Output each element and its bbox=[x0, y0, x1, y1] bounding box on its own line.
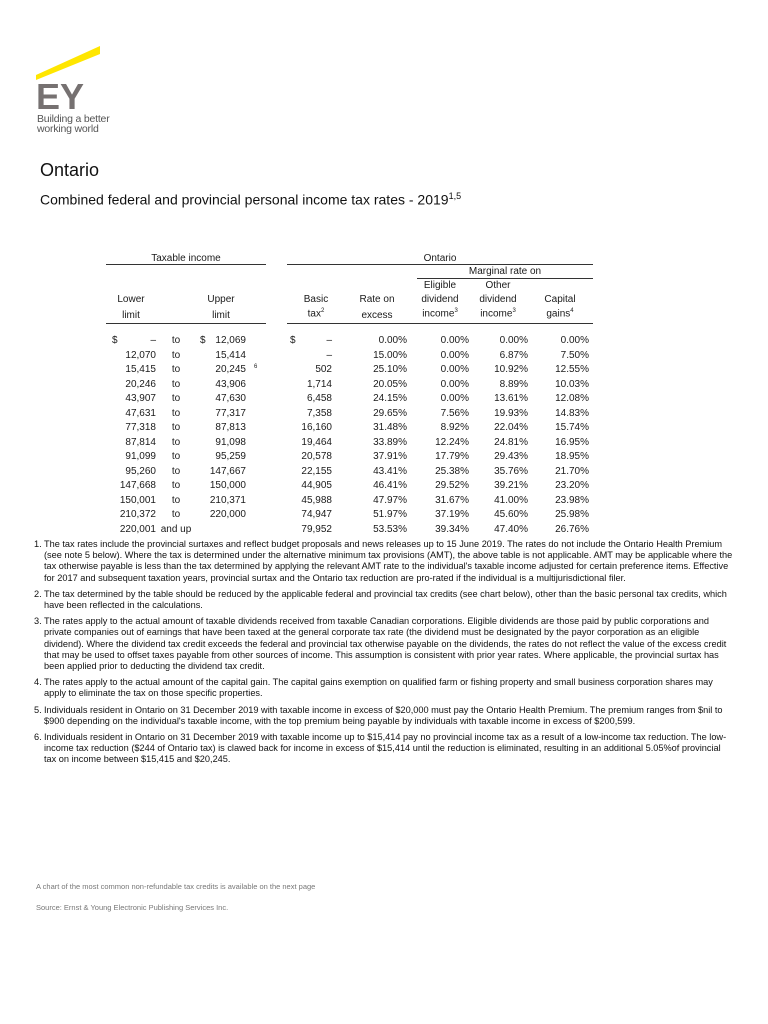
cell-lower-limit: 87,814 bbox=[125, 436, 156, 448]
footnote-number: 4. bbox=[34, 677, 42, 688]
cell-lower-limit: 77,318 bbox=[125, 422, 156, 433]
note-marker-6: 6 bbox=[254, 364, 258, 370]
cell-to: to bbox=[171, 494, 181, 506]
cell-other-dividend: 45.60% bbox=[494, 509, 528, 520]
cell-basic-tax: 74,947 bbox=[301, 509, 332, 520]
cell-basic-tax: – bbox=[326, 349, 332, 361]
cell-eligible-dividend: 39.34% bbox=[435, 523, 469, 535]
col-cap-h2-text: gains bbox=[546, 308, 571, 320]
cell-eligible-dividend: 25.38% bbox=[435, 465, 469, 477]
footnote-number: 1. bbox=[34, 539, 42, 549]
cell-other-dividend: 29.43% bbox=[494, 451, 528, 462]
footnote-number: 2. bbox=[34, 588, 42, 599]
cell-eligible-dividend: 0.00% bbox=[440, 378, 469, 390]
cell-eligible-dividend: 7.56% bbox=[440, 407, 469, 419]
footer-source: Source: Ernst & Young Electronic Publishing Services Inc. bbox=[36, 903, 229, 912]
cell-upper-limit: 15,414 bbox=[215, 349, 246, 361]
page-title: Ontario bbox=[40, 160, 100, 180]
cell-rate-on-excess: 29.65% bbox=[373, 407, 407, 419]
col-elig-h3-text: income bbox=[422, 308, 455, 320]
rule-header-right bbox=[287, 323, 593, 324]
cell-lower-limit: 12,070 bbox=[125, 349, 156, 361]
cell-capital-gains: 23.98% bbox=[555, 494, 589, 506]
col-upper-h1: Upper bbox=[207, 294, 235, 305]
col-upper-h2: limit bbox=[212, 310, 230, 321]
cell-eligible-dividend: 0.00% bbox=[440, 349, 469, 361]
cell-rate-on-excess: 15.00% bbox=[373, 349, 407, 361]
cell-capital-gains: 10.03% bbox=[555, 378, 589, 390]
cell-lower-limit: 210,372 bbox=[119, 509, 156, 520]
cell-basic-tax: 6,458 bbox=[306, 393, 332, 404]
cell-other-dividend: 10.92% bbox=[494, 364, 528, 375]
cell-capital-gains: 26.76% bbox=[555, 523, 589, 535]
footnote-text: The rates apply to the actual amount of taxable dividends received from taxable Canadian corporations. Eligible dividends are those paid by public corporations and private companies out of earnings that have been taxed at the general corporate tax rate (the dividend must be designated by the payor corporation as an eligible dividend). Where the dividend tax credit exceeds the federal and provincial tax otherwise payable on the dividends, the rates do not reflect the value of the excess credit that may be used to offset taxes payable from other sources of income. This assumption is consistent with prior year rates. Where applicable, the provincial surtax has been applied prior to deducting the dividend tax credit. bbox=[44, 616, 727, 672]
footnote-text: Individuals resident in Ontario on 31 December 2019 with taxable income up to $15,414 pay no provincial income tax as a result of a low-income tax reduction. The low-income tax reduction ($244 of Ontario tax) is clawed back for income in excess of $15,414 until the reduction is eliminated, resulting in an additional 5.05%of provincial tax on income between $15,415 and $20,245. bbox=[44, 732, 727, 765]
cell-lower-limit: 15,415 bbox=[125, 364, 156, 375]
cell-basic-tax: 44,905 bbox=[301, 480, 332, 491]
col-cap-h1: Capital bbox=[544, 294, 576, 305]
cell-rate-on-excess: 51.97% bbox=[373, 509, 407, 520]
cell-eligible-dividend: 31.67% bbox=[435, 494, 469, 506]
footnote-text: The tax rates include the provincial surtaxes and reflect budget proposals and news releases up to 15 June 2019. The rates do not include the Ontario Health Premium (see note 5 below). Where the tax is determined under the alternative minimum tax provisions (AMT), the above table is not applicable. AMT may be applicable where the tax otherwise payable is less than the tax determined by applying the relevant AMT rate to the individual's taxable income adjusted for certain preference items. Effective for 2017 and subsequent taxation years, provincial surtax and the Ontario tax reduction are pro-rated if the individual is a multijurisdictional filer. bbox=[44, 539, 733, 583]
cell-eligible-dividend: 0.00% bbox=[440, 393, 469, 404]
cell-other-dividend: 0.00% bbox=[499, 335, 528, 346]
footnote-item bbox=[34, 677, 734, 699]
cell-lower-limit: 150,001 bbox=[119, 494, 156, 506]
cell-lower-limit: 95,260 bbox=[125, 465, 156, 477]
cell-upper-limit: 12,069 bbox=[215, 335, 246, 346]
footnotes bbox=[34, 539, 734, 771]
cell-capital-gains: 12.55% bbox=[555, 364, 589, 375]
cell-rate-on-excess: 46.41% bbox=[373, 480, 407, 491]
col-cap-h2 bbox=[535, 308, 585, 319]
cell-capital-gains: 18.95% bbox=[555, 451, 589, 462]
cell-upper-limit: 77,317 bbox=[215, 407, 246, 419]
currency-lower: $ bbox=[112, 335, 118, 346]
cell-eligible-dividend: 12.24% bbox=[435, 436, 469, 448]
col-basic-h2-text: tax bbox=[307, 308, 321, 320]
cell-other-dividend: 35.76% bbox=[494, 465, 528, 477]
cell-lower-limit: 47,631 bbox=[125, 407, 156, 419]
cell-rate-on-excess: 33.89% bbox=[373, 436, 407, 448]
header-ontario: Ontario bbox=[423, 253, 457, 264]
cell-capital-gains: 7.50% bbox=[560, 349, 589, 361]
cell-to: to bbox=[171, 349, 181, 361]
col-other-h1: Other bbox=[485, 280, 511, 291]
cell-capital-gains: 25.98% bbox=[555, 509, 589, 520]
col-basic-h1: Basic bbox=[303, 294, 329, 305]
cell-lower-limit: – bbox=[150, 335, 156, 346]
cell-rate-on-excess: 0.00% bbox=[378, 335, 407, 346]
col-basic-sup: 2 bbox=[321, 308, 325, 314]
col-elig-h1: Eligible bbox=[423, 280, 457, 291]
footnote-item bbox=[34, 539, 734, 584]
footnote-item bbox=[34, 705, 734, 727]
col-basic-h2 bbox=[296, 308, 336, 319]
footnote-number: 6. bbox=[34, 732, 42, 743]
footnote-item bbox=[34, 732, 734, 766]
cell-capital-gains: 12.08% bbox=[555, 393, 589, 404]
cell-basic-tax: 502 bbox=[315, 364, 332, 375]
col-other-h3-text: income bbox=[480, 308, 513, 320]
cell-rate-on-excess: 43.41% bbox=[373, 465, 407, 477]
footnote-text: The tax determined by the table should be reduced by the applicable federal and provincial tax credits (see chart below), other than the basic personal tax credits, which have been reflected in the calculations. bbox=[44, 588, 727, 611]
rule-ontario bbox=[287, 264, 593, 265]
cell-other-dividend: 47.40% bbox=[494, 523, 528, 535]
cell-basic-tax: 79,952 bbox=[301, 523, 332, 535]
currency-upper: $ bbox=[200, 335, 206, 346]
footnote-number: 3. bbox=[34, 616, 42, 627]
cell-basic-tax: 22,155 bbox=[301, 465, 332, 477]
cell-to: to bbox=[171, 422, 181, 433]
cell-lower-limit: 147,668 bbox=[119, 480, 156, 491]
col-other-h2: dividend bbox=[479, 294, 517, 305]
cell-eligible-dividend: 29.52% bbox=[435, 480, 469, 491]
col-cap-sup: 4 bbox=[570, 308, 574, 314]
cell-to: to bbox=[171, 393, 181, 404]
header-taxable-income: Taxable income bbox=[151, 253, 221, 264]
cell-lower-limit: 220,001 bbox=[119, 523, 156, 535]
cell-eligible-dividend: 8.92% bbox=[440, 422, 469, 433]
cell-other-dividend: 8.89% bbox=[499, 378, 528, 390]
cell-basic-tax: 7,358 bbox=[306, 407, 332, 419]
cell-capital-gains: 0.00% bbox=[560, 335, 589, 346]
ey-logo-mark: EY bbox=[36, 76, 85, 112]
footer-note-chart: A chart of the most common non-refundable tax credits is available on the next page bbox=[36, 882, 316, 891]
currency-basic: $ bbox=[290, 335, 296, 346]
cell-rate-on-excess: 47.97% bbox=[373, 494, 407, 506]
col-other-h3 bbox=[473, 308, 523, 319]
cell-eligible-dividend: 17.79% bbox=[435, 451, 469, 462]
rule-marginal bbox=[417, 278, 593, 279]
cell-other-dividend: 6.87% bbox=[499, 349, 528, 361]
cell-capital-gains: 14.83% bbox=[555, 407, 589, 419]
cell-to: to bbox=[171, 451, 181, 462]
col-other-sup: 3 bbox=[512, 308, 516, 314]
cell-other-dividend: 41.00% bbox=[494, 494, 528, 506]
cell-basic-tax: 45,988 bbox=[301, 494, 332, 506]
cell-upper-limit: 147,667 bbox=[209, 465, 246, 477]
cell-to: to bbox=[171, 465, 181, 477]
cell-capital-gains: 15.74% bbox=[555, 422, 589, 433]
cell-upper-limit: 210,371 bbox=[209, 494, 246, 506]
cell-rate-on-excess: 25.10% bbox=[373, 364, 407, 375]
footnote-text: The rates apply to the actual amount of the capital gain. The capital gains exemption on qualified farm or fishing property and small business corporation shares may apply to eliminate the tax on those specific properties. bbox=[44, 677, 713, 699]
cell-to: to bbox=[171, 335, 181, 346]
cell-to: and up bbox=[160, 523, 192, 535]
cell-other-dividend: 24.81% bbox=[494, 436, 528, 448]
cell-rate-on-excess: 37.91% bbox=[373, 451, 407, 462]
ey-tagline-line-1: Building a better bbox=[37, 113, 110, 125]
col-elig-h3 bbox=[415, 308, 465, 319]
footnote-item bbox=[34, 616, 734, 672]
cell-to: to bbox=[171, 509, 181, 520]
cell-capital-gains: 21.70% bbox=[555, 465, 589, 477]
cell-upper-limit: 150,000 bbox=[209, 480, 246, 491]
cell-other-dividend: 22.04% bbox=[494, 422, 528, 433]
cell-basic-tax: 20,578 bbox=[301, 451, 332, 462]
cell-upper-limit: 95,259 bbox=[215, 451, 246, 462]
footnote-text: Individuals resident in Ontario on 31 December 2019 with taxable income in excess of $20,000 must pay the Ontario Health Premium. The premium ranges from $nil to $900 depending on the individual's taxable income, with the top premium being payable by individuals with taxable income in excess of $200,599. bbox=[44, 704, 723, 726]
cell-other-dividend: 13.61% bbox=[494, 393, 528, 404]
cell-capital-gains: 23.20% bbox=[555, 480, 589, 491]
cell-eligible-dividend: 37.19% bbox=[435, 509, 469, 520]
cell-capital-gains: 16.95% bbox=[555, 436, 589, 448]
cell-to: to bbox=[171, 378, 181, 390]
cell-basic-tax: 16,160 bbox=[301, 422, 332, 433]
col-elig-h2: dividend bbox=[421, 294, 459, 305]
cell-upper-limit: 47,630 bbox=[215, 393, 246, 404]
cell-upper-limit: 20,245 bbox=[215, 364, 246, 375]
header-marginal-rate: Marginal rate on bbox=[468, 266, 542, 277]
col-elig-sup: 3 bbox=[454, 308, 458, 314]
cell-upper-limit: 87,813 bbox=[215, 422, 246, 433]
cell-to: to bbox=[171, 436, 181, 448]
cell-to: to bbox=[171, 364, 181, 375]
cell-eligible-dividend: 0.00% bbox=[440, 364, 469, 375]
cell-basic-tax: – bbox=[326, 335, 332, 346]
rule-header-left bbox=[106, 323, 266, 324]
footnote-number: 5. bbox=[34, 704, 42, 715]
cell-lower-limit: 43,907 bbox=[125, 393, 156, 404]
cell-rate-on-excess: 53.53% bbox=[373, 523, 407, 535]
cell-basic-tax: 1,714 bbox=[306, 378, 332, 390]
cell-to: to bbox=[171, 407, 181, 419]
cell-lower-limit: 91,099 bbox=[125, 451, 156, 462]
ey-tagline-line-2: working world bbox=[37, 123, 99, 135]
cell-lower-limit: 20,246 bbox=[125, 378, 156, 390]
cell-other-dividend: 19.93% bbox=[494, 407, 528, 419]
cell-other-dividend: 39.21% bbox=[494, 480, 528, 491]
cell-basic-tax: 19,464 bbox=[301, 436, 332, 448]
col-lower-h2: limit bbox=[122, 310, 140, 321]
cell-eligible-dividend: 0.00% bbox=[440, 335, 469, 346]
col-lower-h1: Lower bbox=[117, 294, 145, 305]
col-rate-h2: excess bbox=[361, 310, 393, 321]
col-rate-h1: Rate on bbox=[359, 294, 395, 305]
footnote-item bbox=[34, 589, 734, 611]
cell-upper-limit: 91,098 bbox=[215, 436, 246, 448]
rule-taxable bbox=[106, 264, 266, 265]
cell-upper-limit: 220,000 bbox=[209, 509, 246, 520]
subtitle-text: Combined federal and provincial personal income tax rates - 2019 bbox=[40, 191, 449, 208]
cell-upper-limit: 43,906 bbox=[215, 378, 246, 390]
footnote-list bbox=[34, 539, 734, 766]
cell-to: to bbox=[171, 480, 181, 491]
subtitle-superscript: 1,5 bbox=[448, 191, 462, 201]
cell-rate-on-excess: 24.15% bbox=[373, 393, 407, 404]
cell-rate-on-excess: 20.05% bbox=[373, 378, 407, 390]
cell-rate-on-excess: 31.48% bbox=[373, 422, 407, 433]
